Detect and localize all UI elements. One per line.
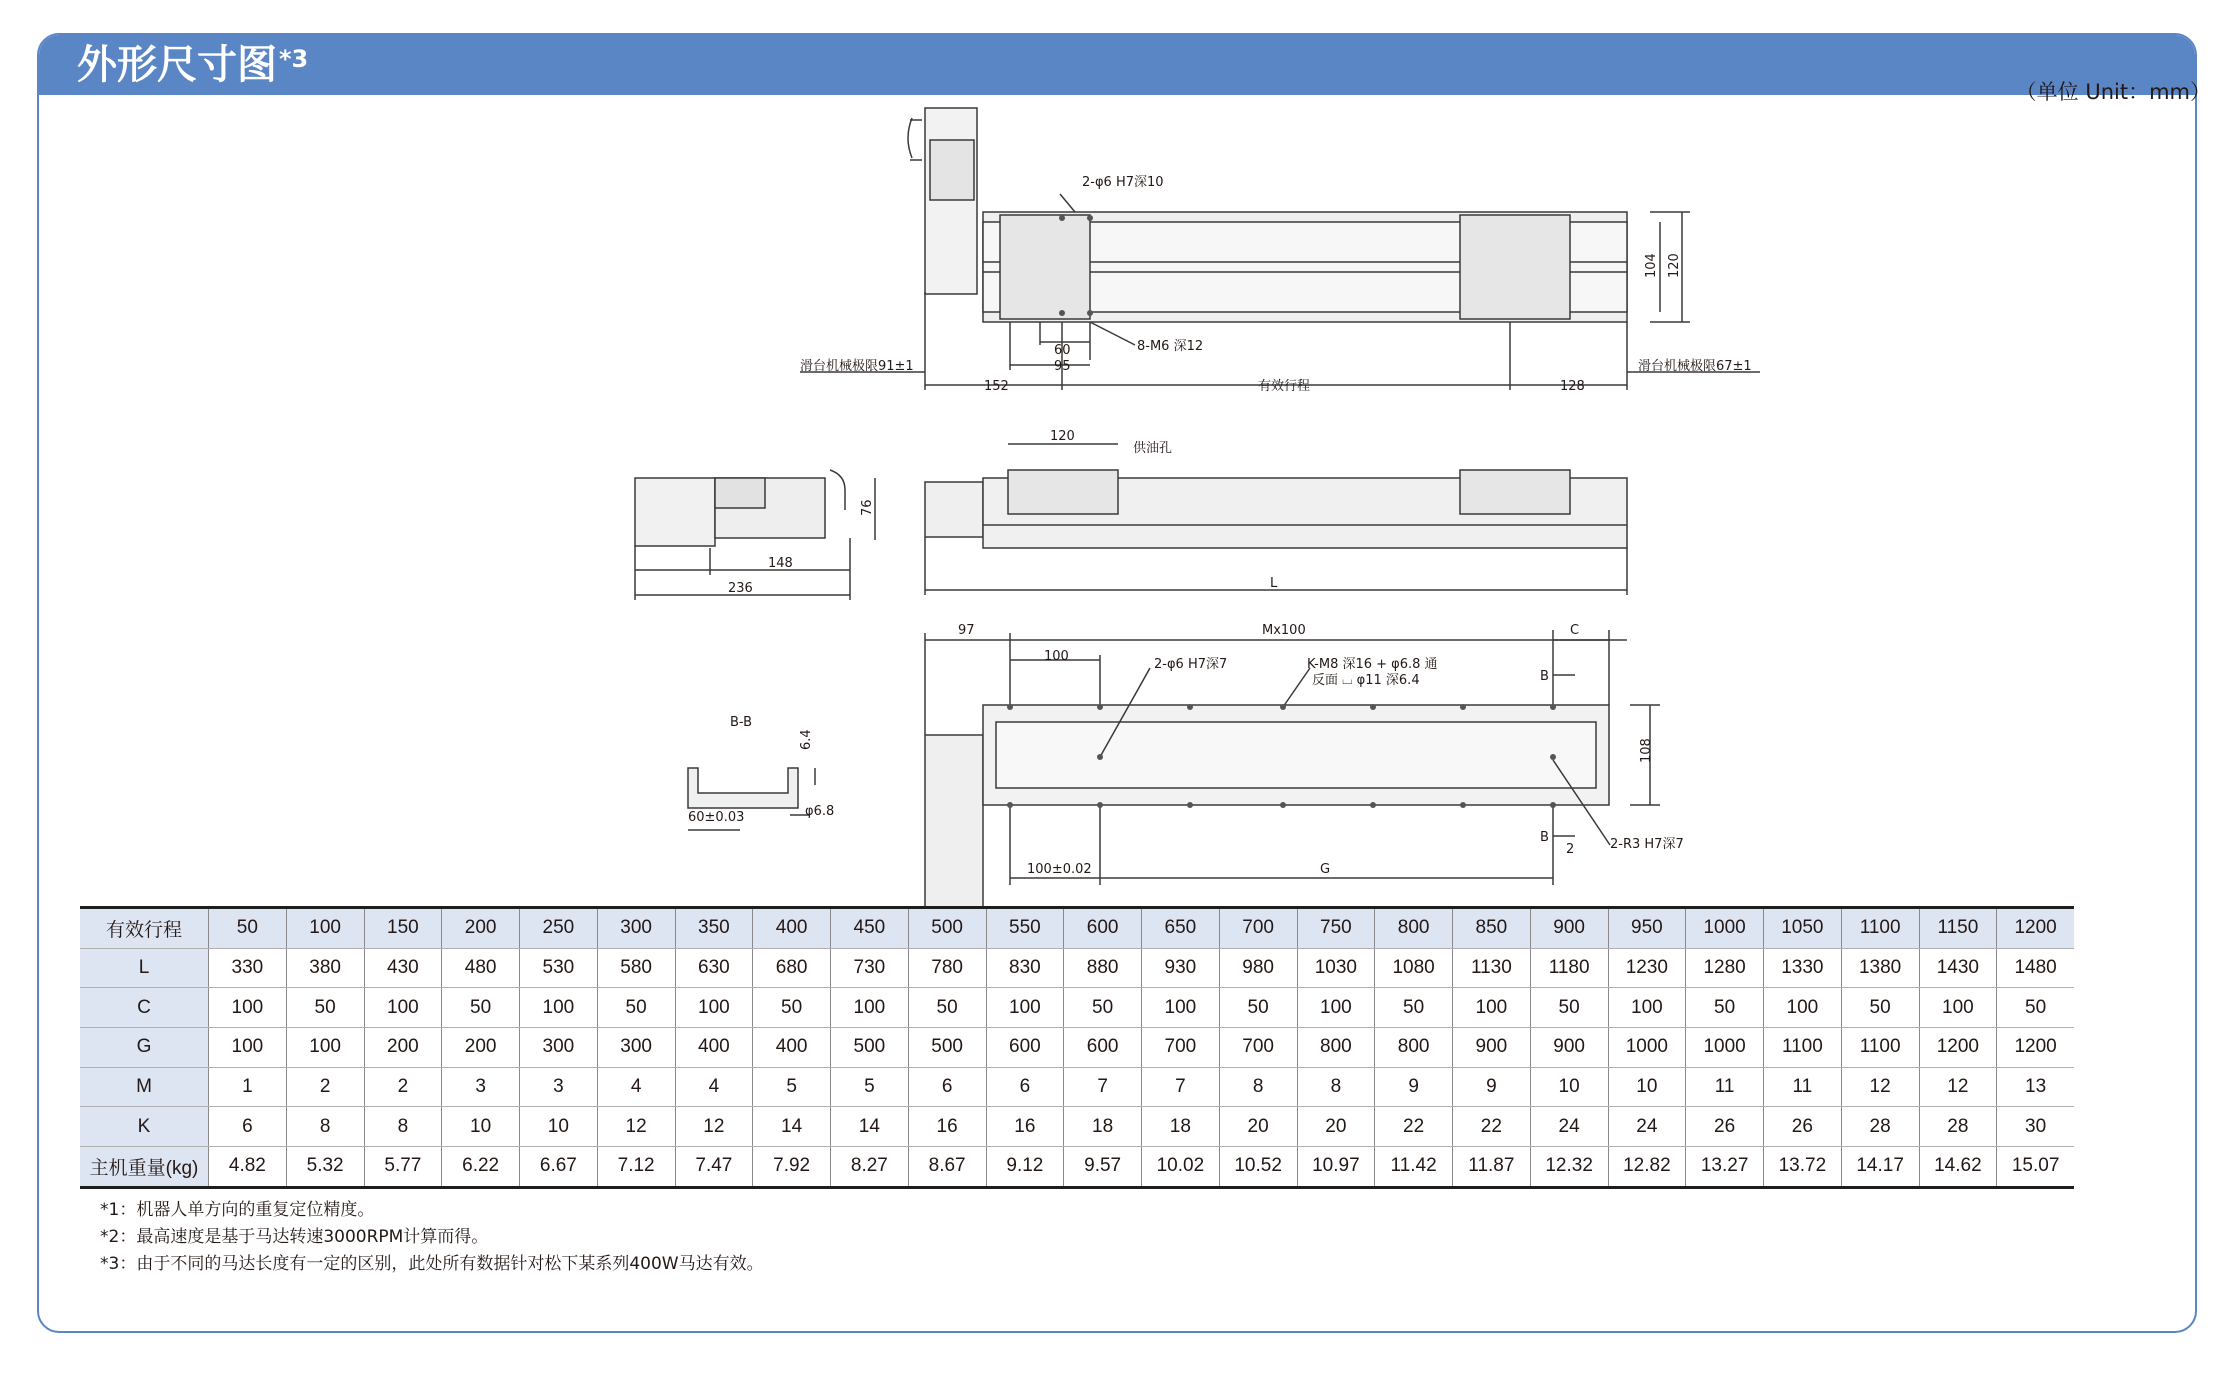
dim-top-104: 104 <box>1644 253 1659 278</box>
table-row <box>80 1147 2074 1188</box>
table-cell: 1200 <box>1997 1028 2074 1068</box>
table-cell: 22 <box>1453 1107 1531 1147</box>
table-cell: 100 <box>520 988 598 1028</box>
table-cell: 600 <box>986 1028 1064 1068</box>
table-cell: 1100 <box>1841 908 1919 949</box>
table-cell: 9.12 <box>986 1147 1064 1188</box>
table-row <box>80 908 2074 949</box>
table-row <box>80 1028 2074 1068</box>
table-cell: 10 <box>1530 1067 1608 1107</box>
table-cell: 1080 <box>1375 948 1453 988</box>
table-cell: 24 <box>1608 1107 1686 1147</box>
table-cell: 800 <box>1297 1028 1375 1068</box>
dim-top-120: 120 <box>1667 253 1682 278</box>
table-cell: 400 <box>753 1028 831 1068</box>
table-cell: 530 <box>520 948 598 988</box>
row-header: K <box>80 1107 209 1147</box>
table-cell: 150 <box>364 908 442 949</box>
table-cell: 16 <box>986 1107 1064 1147</box>
table-cell: 500 <box>908 1028 986 1068</box>
table-cell: 5.77 <box>364 1147 442 1188</box>
dim-side-oil: 供油孔 <box>1133 441 1173 456</box>
table-cell: 50 <box>1064 988 1142 1028</box>
table-cell: 750 <box>1297 908 1375 949</box>
section-title: B-B <box>730 715 753 730</box>
table-cell: 880 <box>1064 948 1142 988</box>
table-cell: 300 <box>520 1028 598 1068</box>
row-header: 主机重量(kg) <box>80 1147 209 1188</box>
table-cell: 26 <box>1764 1107 1842 1147</box>
table-cell: 28 <box>1919 1107 1997 1147</box>
dim-top-hole1: 2-φ6 H7深10 <box>1082 175 1164 190</box>
table-cell: 50 <box>597 988 675 1028</box>
table-cell: 8 <box>1219 1067 1297 1107</box>
dim-top-stroke: 有效行程 <box>1258 379 1311 394</box>
table-cell: 500 <box>831 1028 909 1068</box>
table-cell: 100 <box>831 988 909 1028</box>
table-cell: 1180 <box>1530 948 1608 988</box>
dim-bottom-100tol: 100±0.02 <box>1027 862 1092 877</box>
table-cell: 1 <box>209 1067 287 1107</box>
table-cell: 1050 <box>1764 908 1842 949</box>
footnote-3: *3：由于不同的马达长度有一定的区别，此处所有数据针对松下某系列400W马达有效。 <box>100 1254 764 1274</box>
table-cell: 18 <box>1142 1107 1220 1147</box>
dim-bottom-2: 2 <box>1566 842 1575 857</box>
table-cell: 3 <box>520 1067 598 1107</box>
table-row <box>80 1107 2074 1147</box>
table-cell: 6.22 <box>442 1147 520 1188</box>
dim-bottom-B2: B <box>1540 830 1549 845</box>
table-cell: 9 <box>1453 1067 1531 1107</box>
table-cell: 5.32 <box>286 1147 364 1188</box>
table-cell: 11.42 <box>1375 1147 1453 1188</box>
section-title: 外形尺寸图$^{*3}$ <box>77 42 309 88</box>
table-cell: 600 <box>1064 1028 1142 1068</box>
table-cell: 12.82 <box>1608 1147 1686 1188</box>
table-cell: 50 <box>1997 988 2074 1028</box>
row-header: 有效行程 <box>80 908 209 949</box>
table-cell: 8 <box>286 1107 364 1147</box>
table-cell: 900 <box>1530 1028 1608 1068</box>
table-cell: 7.47 <box>675 1147 753 1188</box>
table-cell: 7.92 <box>753 1147 831 1188</box>
table-cell: 550 <box>986 908 1064 949</box>
table-cell: 9.57 <box>1064 1147 1142 1188</box>
dim-bottom-hole2b: 反面 ⌴ φ11 深6.4 <box>1312 673 1420 688</box>
table-cell: 650 <box>1142 908 1220 949</box>
table-cell: 12 <box>1841 1067 1919 1107</box>
table-cell: 1100 <box>1841 1028 1919 1068</box>
table-cell: 50 <box>1686 988 1764 1028</box>
table-cell: 6 <box>209 1107 287 1147</box>
table-cell: 380 <box>286 948 364 988</box>
table-cell: 5 <box>831 1067 909 1107</box>
dim-top-95: 95 <box>1054 359 1071 374</box>
dim-side-236: 236 <box>728 581 753 596</box>
table-cell: 200 <box>364 1028 442 1068</box>
table-cell: 14.62 <box>1919 1147 1997 1188</box>
table-cell: 1480 <box>1997 948 2074 988</box>
table-cell: 400 <box>675 1028 753 1068</box>
table-cell: 8 <box>1297 1067 1375 1107</box>
table-cell: 50 <box>1375 988 1453 1028</box>
table-cell: 10 <box>442 1107 520 1147</box>
table-cell: 100 <box>209 1028 287 1068</box>
table-cell: 100 <box>986 988 1064 1028</box>
table-cell: 4.82 <box>209 1147 287 1188</box>
table-cell: 350 <box>675 908 753 949</box>
dim-bottom-100: 100 <box>1044 649 1069 664</box>
dim-bottom-mx100: Mx100 <box>1262 623 1306 638</box>
table-cell: 7 <box>1142 1067 1220 1107</box>
table-cell: 100 <box>1764 988 1842 1028</box>
dim-bottom-97: 97 <box>958 623 975 638</box>
table-cell: 3 <box>442 1067 520 1107</box>
table-cell: 1200 <box>1919 1028 1997 1068</box>
table-cell: 100 <box>286 908 364 949</box>
table-cell: 28 <box>1841 1107 1919 1147</box>
table-cell: 200 <box>442 908 520 949</box>
unit-label: （单位 Unit：mm） <box>2015 80 2211 104</box>
table-cell: 100 <box>1453 988 1531 1028</box>
row-header: G <box>80 1028 209 1068</box>
table-cell: 450 <box>831 908 909 949</box>
footnote-2: *2：最高速度是基于马达转速3000RPM计算而得。 <box>100 1227 489 1247</box>
table-cell: 10.52 <box>1219 1147 1297 1188</box>
table-cell: 50 <box>442 988 520 1028</box>
dim-bottom-hole2: K-M8 深16 + φ6.8 通 <box>1307 657 1438 672</box>
table-cell: 12 <box>1919 1067 1997 1107</box>
dim-top-hole2: 8-M6 深12 <box>1137 339 1204 354</box>
table-cell: 14.17 <box>1841 1147 1919 1188</box>
table-cell: 22 <box>1375 1107 1453 1147</box>
row-header: L <box>80 948 209 988</box>
table-cell: 14 <box>753 1107 831 1147</box>
dim-section-60: 60±0.03 <box>688 810 745 825</box>
table-cell: 830 <box>986 948 1064 988</box>
table-cell: 930 <box>1142 948 1220 988</box>
table-cell: 100 <box>1608 988 1686 1028</box>
table-cell: 630 <box>675 948 753 988</box>
table-cell: 100 <box>209 988 287 1028</box>
dim-bottom-B1: B <box>1540 669 1549 684</box>
table-row <box>80 948 2074 988</box>
table-cell: 20 <box>1219 1107 1297 1147</box>
table-cell: 12 <box>675 1107 753 1147</box>
table-cell: 500 <box>908 908 986 949</box>
dim-bottom-G: G <box>1320 862 1331 877</box>
table-cell: 50 <box>908 988 986 1028</box>
table-cell: 26 <box>1686 1107 1764 1147</box>
dim-side-148: 148 <box>768 556 793 571</box>
table-cell: 100 <box>364 988 442 1028</box>
table-cell: 1030 <box>1297 948 1375 988</box>
table-cell: 5 <box>753 1067 831 1107</box>
table-cell: 24 <box>1530 1107 1608 1147</box>
table-cell: 600 <box>1064 908 1142 949</box>
table-cell: 12.32 <box>1530 1147 1608 1188</box>
dim-top-128: 128 <box>1560 379 1585 394</box>
table-cell: 8.67 <box>908 1147 986 1188</box>
table-cell: 10 <box>1608 1067 1686 1107</box>
dim-side-120: 120 <box>1050 429 1075 444</box>
table-cell: 12 <box>597 1107 675 1147</box>
table-cell: 430 <box>364 948 442 988</box>
table-cell: 1200 <box>1997 908 2074 949</box>
table-cell: 20 <box>1297 1107 1375 1147</box>
table-cell: 1280 <box>1686 948 1764 988</box>
table-cell: 580 <box>597 948 675 988</box>
table-row <box>80 988 2074 1028</box>
dim-side-76: 76 <box>860 499 875 516</box>
table-cell: 1000 <box>1686 908 1764 949</box>
dim-section-68: φ6.8 <box>805 804 835 819</box>
table-cell: 700 <box>1219 1028 1297 1068</box>
table-cell: 780 <box>908 948 986 988</box>
table-cell: 1230 <box>1608 948 1686 988</box>
table-cell: 18 <box>1064 1107 1142 1147</box>
dim-top-limit-left: 滑台机械极限91±1 <box>800 359 914 374</box>
table-cell: 10.97 <box>1297 1147 1375 1188</box>
footnote-1: *1：机器人单方向的重复定位精度。 <box>100 1200 375 1220</box>
table-cell: 6 <box>986 1067 1064 1107</box>
table-cell: 50 <box>1530 988 1608 1028</box>
table-cell: 680 <box>753 948 831 988</box>
table-cell: 4 <box>597 1067 675 1107</box>
table-cell: 1000 <box>1608 1028 1686 1068</box>
table-cell: 16 <box>908 1107 986 1147</box>
dim-top-60: 60 <box>1054 343 1071 358</box>
footnotes <box>100 1197 764 1278</box>
table-cell: 30 <box>1997 1107 2074 1147</box>
table-cell: 1150 <box>1919 908 1997 949</box>
table-cell: 11 <box>1764 1067 1842 1107</box>
dim-top-152: 152 <box>984 379 1009 394</box>
table-cell: 100 <box>1297 988 1375 1028</box>
table-cell: 900 <box>1453 1028 1531 1068</box>
dim-bottom-hole1: 2-φ6 H7深7 <box>1154 657 1228 672</box>
table-cell: 1380 <box>1841 948 1919 988</box>
spec-table <box>80 906 2074 1189</box>
table-cell: 300 <box>597 1028 675 1068</box>
table-cell: 100 <box>286 1028 364 1068</box>
table-cell: 7 <box>1064 1067 1142 1107</box>
table-cell: 13 <box>1997 1067 2074 1107</box>
table-cell: 13.72 <box>1764 1147 1842 1188</box>
table-cell: 50 <box>1841 988 1919 1028</box>
table-cell: 850 <box>1453 908 1531 949</box>
dim-section-64: 6.4 <box>799 729 814 750</box>
table-cell: 50 <box>753 988 831 1028</box>
table-cell: 300 <box>597 908 675 949</box>
table-cell: 1430 <box>1919 948 1997 988</box>
table-cell: 7.12 <box>597 1147 675 1188</box>
row-header: C <box>80 988 209 1028</box>
table-cell: 100 <box>1142 988 1220 1028</box>
table-cell: 100 <box>1919 988 1997 1028</box>
table-cell: 50 <box>286 988 364 1028</box>
table-cell: 700 <box>1219 908 1297 949</box>
table-cell: 10.02 <box>1142 1147 1220 1188</box>
table-cell: 2 <box>364 1067 442 1107</box>
table-cell: 6 <box>908 1067 986 1107</box>
dim-bottom-r3: 2-R3 H7深7 <box>1610 837 1684 852</box>
table-cell: 11.87 <box>1453 1147 1531 1188</box>
dim-bottom-C: C <box>1570 623 1580 638</box>
table-cell: 400 <box>753 908 831 949</box>
table-cell: 980 <box>1219 948 1297 988</box>
table-cell: 50 <box>209 908 287 949</box>
table-cell: 15.07 <box>1997 1147 2074 1188</box>
table-cell: 13.27 <box>1686 1147 1764 1188</box>
table-cell: 14 <box>831 1107 909 1147</box>
table-cell: 200 <box>442 1028 520 1068</box>
table-row <box>80 1067 2074 1107</box>
table-cell: 950 <box>1608 908 1686 949</box>
table-cell: 480 <box>442 948 520 988</box>
table-cell: 1330 <box>1764 948 1842 988</box>
table-cell: 11 <box>1686 1067 1764 1107</box>
table-cell: 1000 <box>1686 1028 1764 1068</box>
table-cell: 330 <box>209 948 287 988</box>
table-cell: 800 <box>1375 1028 1453 1068</box>
dim-top-limit-right: 滑台机械极限67±1 <box>1638 359 1752 374</box>
dim-bottom-108: 108 <box>1639 738 1654 763</box>
table-cell: 900 <box>1530 908 1608 949</box>
table-cell: 1130 <box>1453 948 1531 988</box>
table-cell: 700 <box>1142 1028 1220 1068</box>
table-cell: 50 <box>1219 988 1297 1028</box>
dim-side-L: L <box>1270 576 1278 591</box>
table-cell: 8.27 <box>831 1147 909 1188</box>
table-cell: 100 <box>675 988 753 1028</box>
table-cell: 10 <box>520 1107 598 1147</box>
table-cell: 1100 <box>1764 1028 1842 1068</box>
table-cell: 2 <box>286 1067 364 1107</box>
table-cell: 8 <box>364 1107 442 1147</box>
table-cell: 9 <box>1375 1067 1453 1107</box>
table-cell: 730 <box>831 948 909 988</box>
table-cell: 6.67 <box>520 1147 598 1188</box>
table-cell: 800 <box>1375 908 1453 949</box>
row-header: M <box>80 1067 209 1107</box>
table-cell: 250 <box>520 908 598 949</box>
table-cell: 4 <box>675 1067 753 1107</box>
